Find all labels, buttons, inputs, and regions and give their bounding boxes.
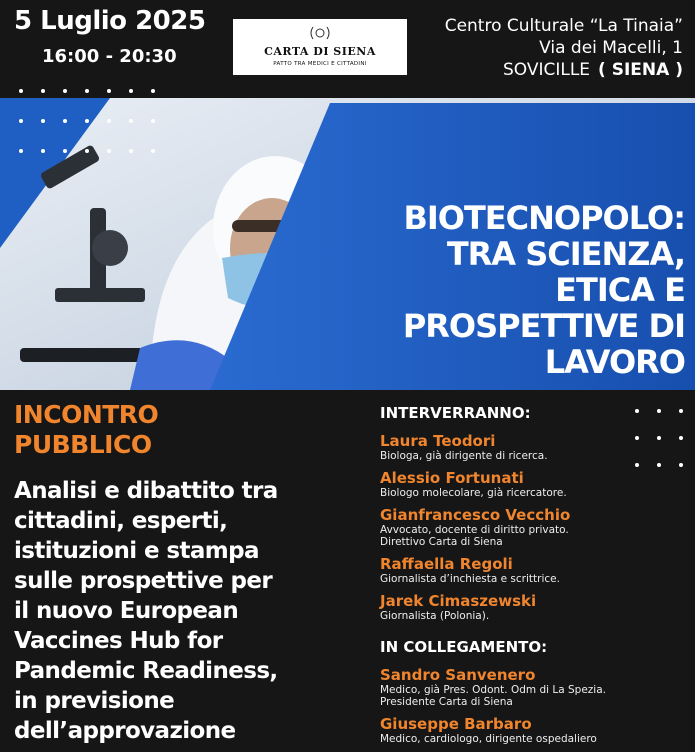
speaker-item	[380, 432, 680, 462]
venue-block	[445, 15, 683, 81]
speaker-role: Giornalista d’inchiesta e scrittrice.	[380, 573, 560, 585]
speaker-role: Biologo molecolare, già ricercatore.	[380, 487, 567, 499]
decorative-dots-icon	[18, 88, 158, 158]
description-line: il nuovo European	[14, 598, 239, 624]
logo-name: CARTA DI SIENA	[264, 45, 376, 58]
speaker-name: Alessio Fortunati	[380, 469, 524, 487]
event-description	[14, 476, 359, 746]
event-headline	[325, 200, 685, 380]
speaker-name: Raffaella Regoli	[380, 555, 513, 573]
speakers-panel	[380, 404, 680, 752]
remote-speaker-item	[380, 715, 680, 745]
speaker-name: Jarek Cimaszewski	[380, 592, 537, 610]
headline-line: BIOTECNOPOLO:	[403, 199, 685, 237]
speaker-item	[380, 555, 680, 585]
carta-di-siena-logo	[233, 19, 407, 75]
incontro-line: INCONTRO	[14, 400, 159, 429]
speaker-role: Medico, cardiologo, dirigente ospedaliero	[380, 733, 597, 745]
description-line: cittadini, esperti,	[14, 508, 228, 534]
speakers-title: INTERVERRANNO:	[380, 404, 531, 422]
description-line: Analisi e dibattito tra	[14, 478, 278, 504]
description-line: Pandemic Readiness,	[14, 658, 278, 684]
description-line: istituzioni e stampa	[14, 538, 259, 564]
venue-city: SOVICILLE	[502, 60, 591, 80]
description-line: Vaccines Hub for	[14, 628, 223, 654]
headline-line: TRA SCIENZA,	[446, 235, 685, 273]
remote-title: IN COLLEGAMENTO:	[380, 638, 548, 656]
remote-speaker-item	[380, 666, 680, 708]
incontro-title	[14, 400, 344, 460]
headline-line: ETICA E	[555, 271, 685, 309]
speaker-item	[380, 506, 680, 548]
laurel-crest-icon	[233, 25, 407, 41]
speaker-item	[380, 469, 680, 499]
speaker-name: Sandro Sanvenero	[380, 666, 536, 684]
speaker-role: Avvocato, docente di diritto privato. Direttivo Carta di Siena	[380, 524, 569, 548]
event-date: 5 Luglio 2025	[14, 6, 206, 36]
description-line: sulle prospettive per	[14, 568, 273, 594]
speaker-name: Giuseppe Barbaro	[380, 715, 532, 733]
venue-street: Via dei Macelli, 1	[539, 38, 683, 58]
speaker-name: Gianfrancesco Vecchio	[380, 506, 571, 524]
description-line: dell’approvazione	[14, 718, 236, 744]
incontro-line: PUBBLICO	[14, 430, 152, 459]
headline-line: LAVORO	[544, 343, 685, 381]
venue-name: Centro Culturale “La Tinaia”	[444, 16, 683, 36]
speaker-item	[380, 592, 680, 622]
speaker-role: Biologa, già dirigente di ricerca.	[380, 450, 548, 462]
logo-tagline: PATTO TRA MEDICI E CITTADINI	[273, 61, 367, 67]
venue-province: ( SIENA )	[598, 60, 683, 80]
speaker-name: Laura Teodori	[380, 432, 496, 450]
venue-city-line	[445, 59, 683, 81]
description-line: in previsione	[14, 688, 175, 714]
event-time: 16:00 - 20:30	[42, 46, 177, 67]
speaker-role: Medico, già Pres. Odont. Odm di La Spezia. Presidente Carta di Siena	[380, 684, 606, 708]
headline-line: PROSPETTIVE DI	[402, 307, 685, 345]
speaker-role: Giornalista (Polonia).	[380, 610, 490, 622]
